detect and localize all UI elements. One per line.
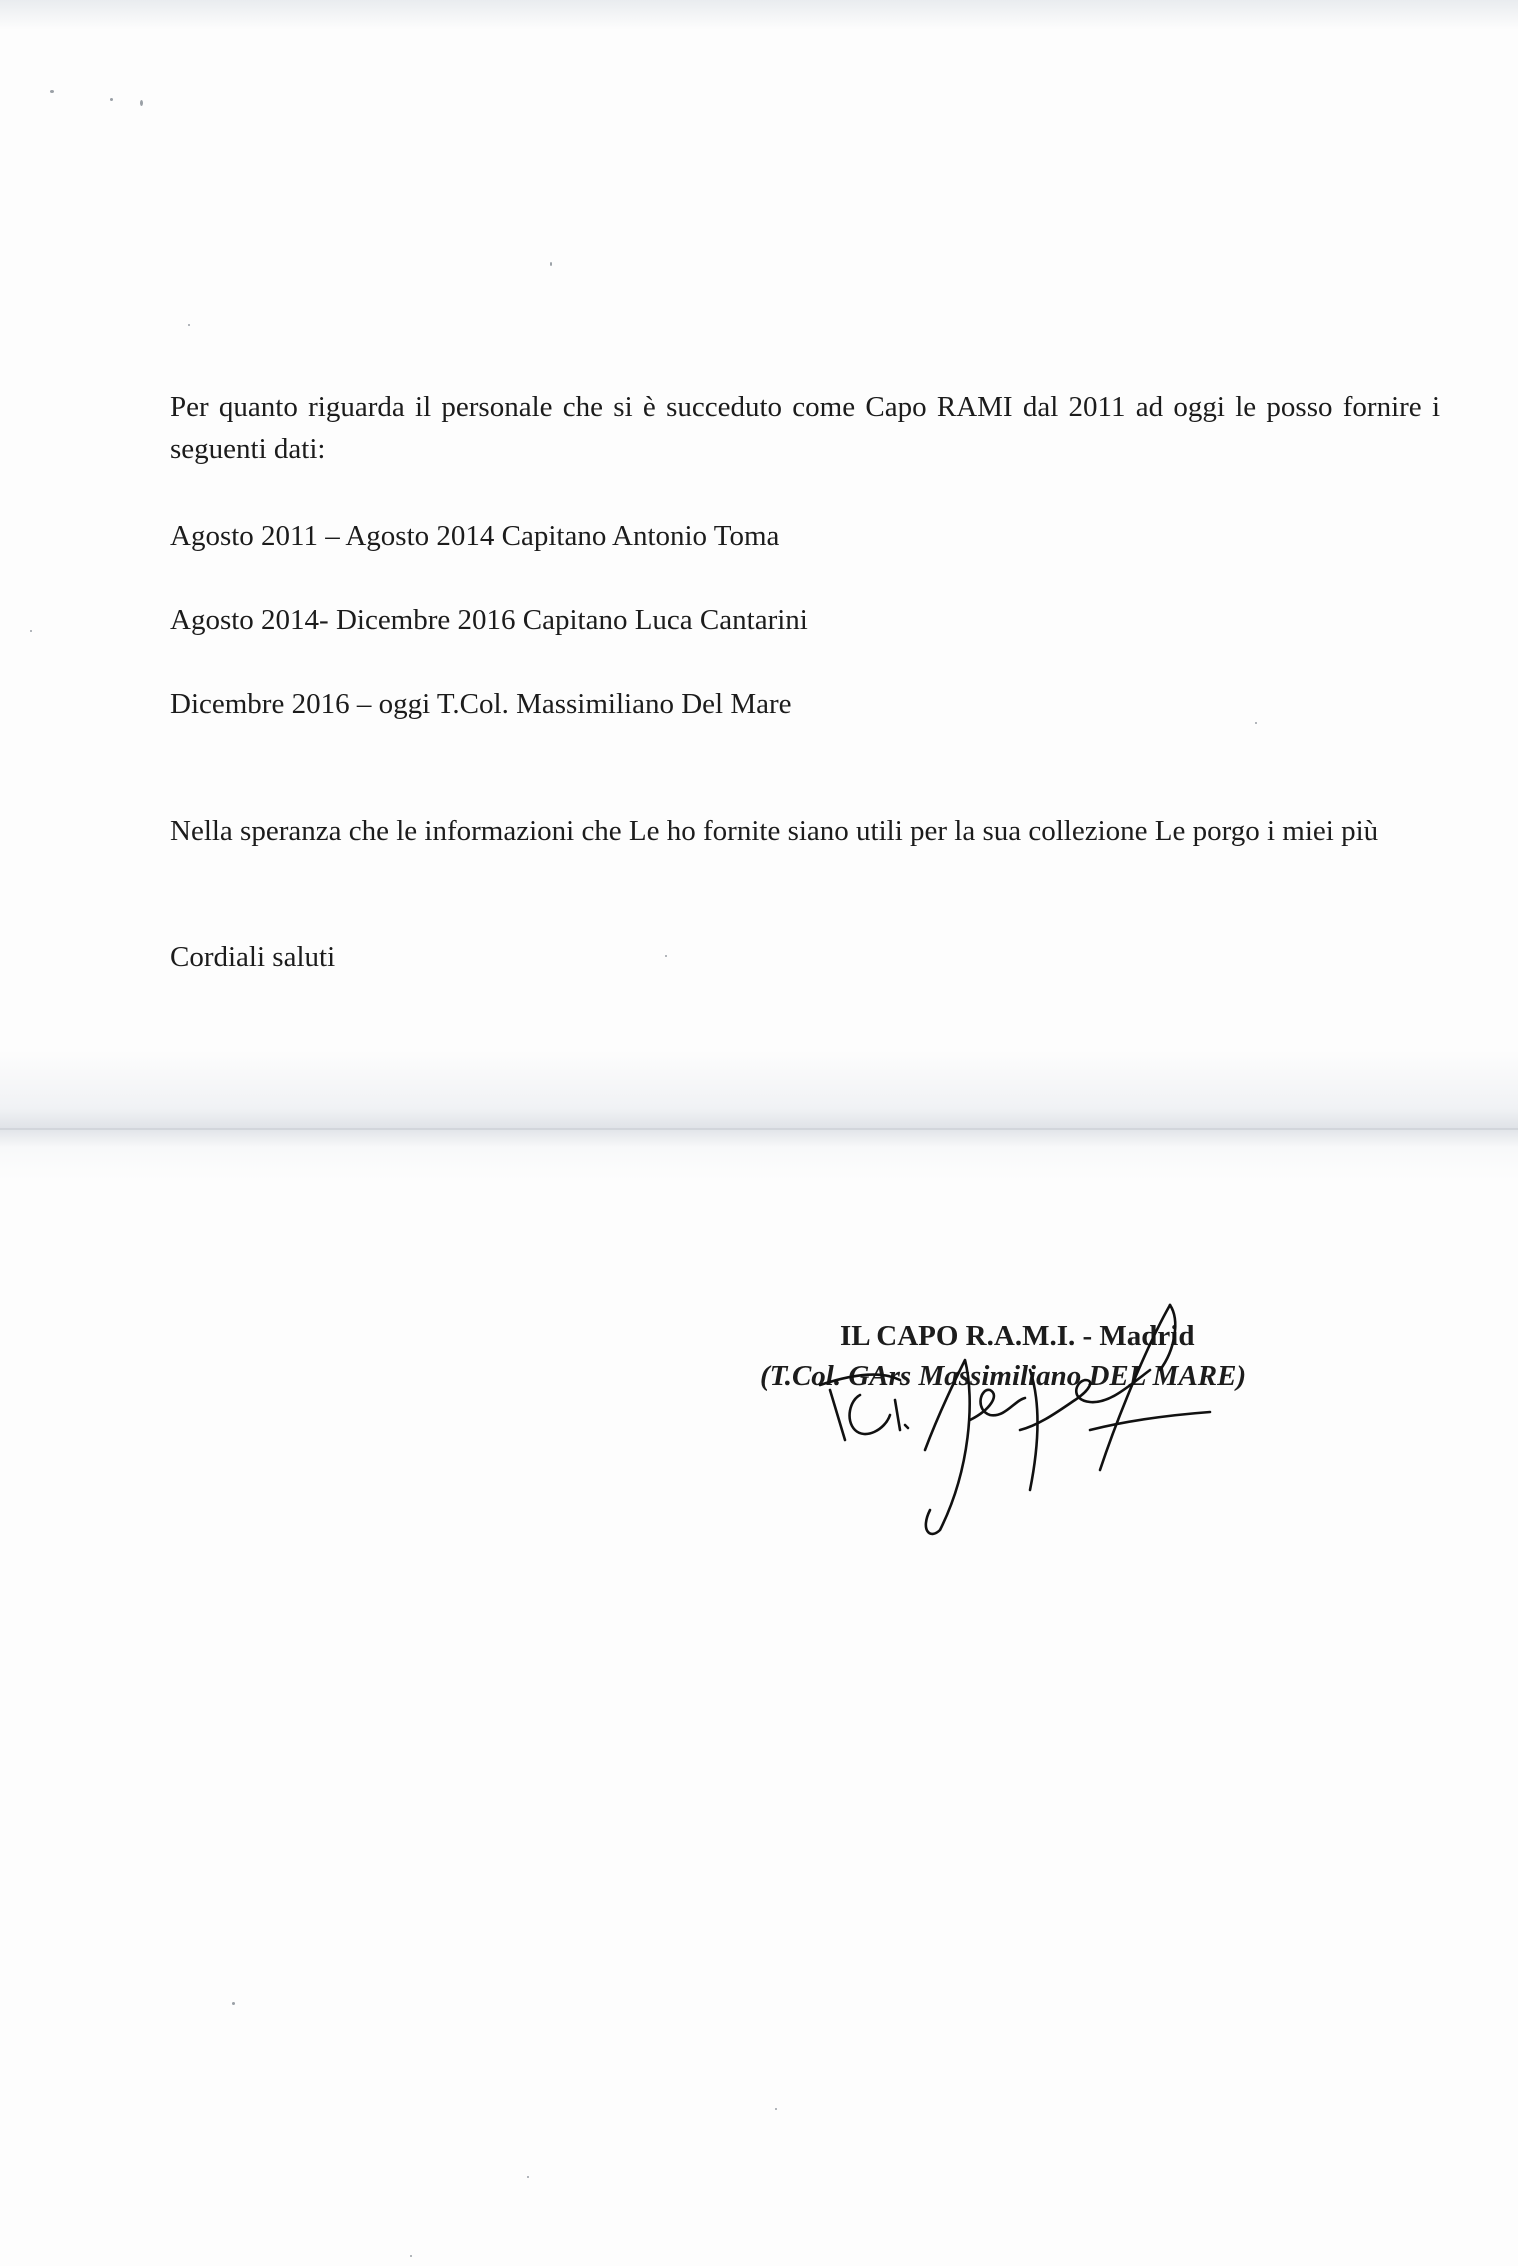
closing-paragraph: Nella speranza che le informazioni che Le ho fornite siano utili per la sua collezione Le porgo i miei più bbox=[170, 815, 1379, 847]
intro-paragraph: Per quanto riguarda il personale che si è succeduto come Capo RAMI dal 2011 ad oggi le posso fornire i seguenti dati: bbox=[170, 391, 1440, 465]
scan-speck bbox=[30, 630, 32, 632]
signatory-title: IL CAPO R.A.M.I. - Madrid bbox=[840, 1320, 1195, 1352]
paper-edge-shading bbox=[0, 0, 1518, 30]
scan-speck bbox=[410, 2255, 412, 2257]
entry-del-mare: Dicembre 2016 – oggi T.Col. Massimiliano Del Mare bbox=[170, 688, 792, 720]
paper-fold-shadow bbox=[0, 1050, 1518, 1180]
handwritten-signature bbox=[790, 1290, 1270, 1540]
scan-speck bbox=[188, 324, 190, 326]
scan-speck bbox=[550, 262, 552, 266]
scan-speck bbox=[140, 100, 143, 106]
signatory-name: (T.Col. GArs Massimiliano DEL MARE) bbox=[760, 1360, 1247, 1392]
entry-cantarini: Agosto 2014- Dicembre 2016 Capitano Luca Cantarini bbox=[170, 604, 808, 636]
salutation: Cordiali saluti bbox=[170, 941, 336, 973]
paper-fold-line bbox=[0, 1128, 1518, 1130]
entry-toma: Agosto 2011 – Agosto 2014 Capitano Antonio Toma bbox=[170, 520, 780, 552]
scan-speck bbox=[775, 2108, 777, 2110]
scan-speck bbox=[110, 98, 113, 101]
scan-speck bbox=[527, 2176, 529, 2178]
scan-speck bbox=[50, 90, 54, 93]
scan-speck bbox=[232, 2002, 235, 2005]
